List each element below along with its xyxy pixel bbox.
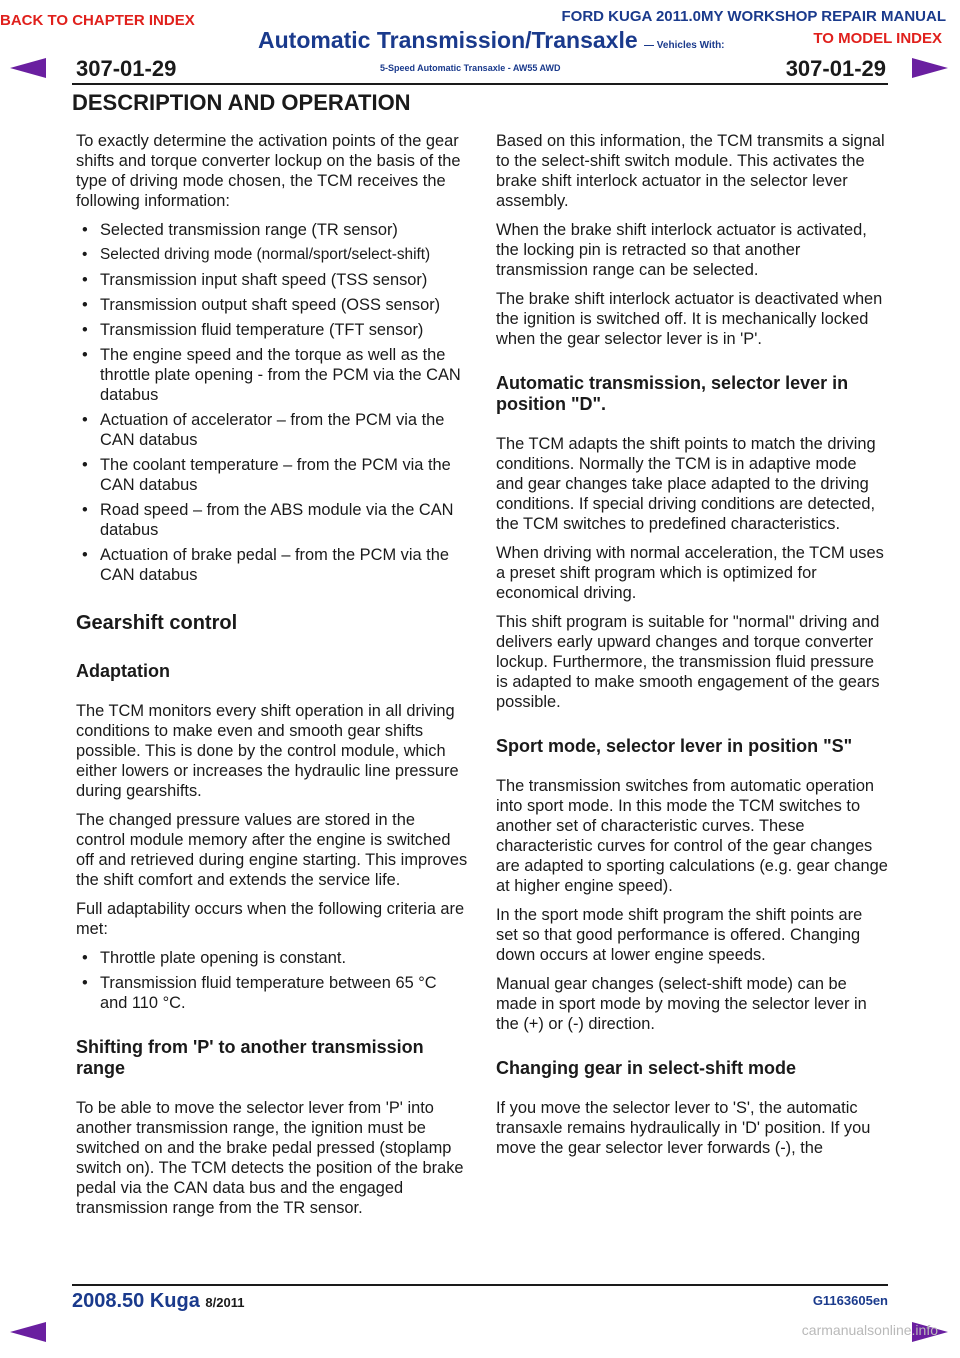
list-item: • The coolant temperature – from the PCM via the CAN databus (76, 455, 468, 495)
paragraph: The brake shift interlock actuator is deactivated when the ignition is switched off. It is mechanically locked when the gear selector lever is in 'P'. (496, 290, 883, 348)
header-divider (72, 83, 888, 85)
section-title-suffix: — Vehicles With: (644, 40, 725, 51)
paragraph: Manual gear changes (select-shift mode) can be made in sport mode by moving the selector lever in the (+) or (-) direction. (496, 975, 867, 1033)
paragraph: Based on this information, the TCM transmits a signal to the select-shift switch module. This activates the brake shift interlock actuator in the selector lever assembly. (496, 132, 885, 210)
heading-position-d: Automatic transmission, selector lever in position "D". (496, 373, 849, 414)
watermark: carmanualsonline.info (801, 1322, 938, 1338)
paragraph: The TCM adapts the shift points to match the driving conditions. Normally the TCM is in adaptive mode and gear changes take place adapted to the driving conditions. If special driving conditions are detected, the TCM switches to predefined characteristics. (496, 435, 876, 533)
paragraph: Full adaptability occurs when the following criteria are met: (76, 900, 465, 938)
tcm-input-list (76, 220, 468, 585)
paragraph: If you move the selector lever to 'S', the automatic transaxle remains hydraulically in 'D' position. If you move the gear selector lever forwards (-), the (496, 1099, 871, 1157)
back-to-chapter-index-link[interactable]: BACK TO CHAPTER INDEX (0, 12, 195, 29)
page-number-left: 307-01-29 (76, 56, 177, 81)
section-title (258, 27, 725, 54)
footer-divider (72, 1284, 888, 1286)
list-item: • Actuation of accelerator – from the PCM via the CAN databus (76, 410, 468, 450)
section-subtitle: 5-Speed Automatic Transaxle - AW55 AWD (380, 63, 561, 73)
arrow-right-icon[interactable] (912, 58, 948, 78)
footer-date: 8/2011 (205, 1295, 245, 1310)
list-item: • Selected transmission range (TR sensor) (76, 220, 468, 240)
paragraph: The TCM monitors every shift operation in all driving conditions to make even and smooth gear shifts possible. This is done by the control module, which either lowers or increases the hydraulic line pressure during gearshifts. (76, 702, 459, 800)
arrow-left-icon[interactable] (10, 1322, 46, 1342)
list-item: • The engine speed and the torque as well as the throttle plate opening - from the PCM via the CAN databus (76, 345, 468, 405)
to-model-index-link[interactable]: TO MODEL INDEX (813, 30, 942, 47)
paragraph: To be able to move the selector lever from 'P' into another transmission range, the ignition must be switched on and the brake pedal pressed (stoplamp switch on). The TCM detects the position of the brake pedal via the CAN data bus and the engaged transmission range from the TR sensor. (76, 1099, 464, 1217)
paragraph: This shift program is suitable for "normal" driving and delivers early upward changes and torque converter lockup. Furthermore, the transmission fluid pressure is adapted to make smooth engagement of the gears possible. (496, 613, 880, 711)
paragraph: When driving with normal acceleration, the TCM uses a preset shift program which is optimized for economical driving. (496, 544, 884, 602)
page-number-right: 307-01-29 (785, 56, 886, 81)
list-item: • Throttle plate opening is constant. (76, 948, 468, 968)
manual-title: FORD KUGA 2011.0MY WORKSHOP REPAIR MANUAL (561, 8, 946, 25)
footer-model (72, 1290, 244, 1313)
paragraph: In the sport mode shift program the shift points are set so that good performance is offered. Changing down occurs at lower engine speeds. (496, 906, 863, 964)
heading-shifting-from-p: Shifting from 'P' to another transmission range (76, 1037, 424, 1078)
footer-model-name: 2008.50 Kuga (72, 1290, 200, 1312)
heading-select-shift: Changing gear in select-shift mode (496, 1058, 797, 1078)
list-item: • Actuation of brake pedal – from the PCM via the CAN databus (76, 545, 468, 585)
list-item: • Transmission input shaft speed (TSS sensor) (76, 270, 468, 290)
right-column (496, 131, 888, 1167)
list-item: • Transmission fluid temperature between 65 °C and 110 °C. (76, 973, 468, 1013)
list-item: • Road speed – from the ABS module via the CAN databus (76, 500, 468, 540)
document-id: G1163605en (812, 1293, 888, 1308)
intro-paragraph: To exactly determine the activation points of the gear shifts and torque converter lockup on the basis of the type of driving mode chosen, the TCM receives the following information: (76, 132, 461, 210)
document-type-heading: DESCRIPTION AND OPERATION (72, 90, 411, 115)
list-item: • Selected driving mode (normal/sport/select-shift) (76, 245, 468, 265)
left-column (76, 131, 468, 1227)
criteria-list (76, 948, 468, 1013)
heading-sport-mode: Sport mode, selector lever in position "S" (496, 736, 853, 756)
heading-gearshift-control: Gearshift control (76, 612, 238, 634)
arrow-left-icon[interactable] (10, 58, 46, 78)
paragraph: The transmission switches from automatic operation into sport mode. In this mode the TCM switches to another set of characteristic curves. These characteristic curves for control of the gear changes are adapted to sporting calculations (e.g. gear change at higher engine speed). (496, 777, 888, 895)
list-item: • Transmission output shaft speed (OSS sensor) (76, 295, 468, 315)
section-title-text: Automatic Transmission/Transaxle (258, 27, 638, 53)
list-item: • Transmission fluid temperature (TFT sensor) (76, 320, 468, 340)
paragraph: When the brake shift interlock actuator is activated, the locking pin is retracted so that another transmission range can be selected. (496, 221, 867, 279)
paragraph: The changed pressure values are stored in the control module memory after the engine is switched off and retrieved during engine starting. This improves the shift comfort and extends the service life. (76, 811, 468, 889)
heading-adaptation: Adaptation (76, 661, 170, 681)
